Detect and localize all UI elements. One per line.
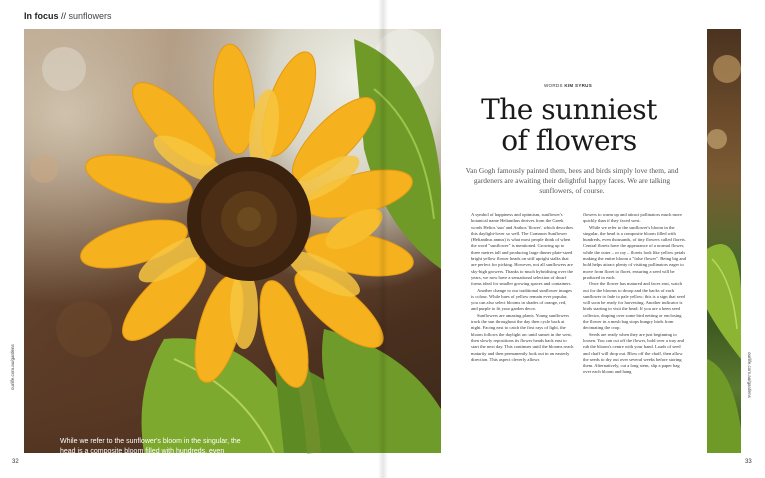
article-column-1: [471, 212, 574, 363]
photo-caption: While we refer to the sunflower's bloom in the singular, the head is a composite bloom filled with hundreds, even thousands, of tiny flowers called florets: [60, 438, 241, 465]
paragraph: A symbol of happiness and optimism, sunflower's botanical name Helianthus derives from the Greek words Helios 'sun' and Anthos 'flower', which describes this daylight-lover so well. The Common Sunflower (Helianthus annus) is what most people think of when the word "sunflower" is mentioned. Growing up to three metres tall and producing large dinner plate-sized bright yellow flower heads on stiff upright stalks that are perfect for picking. However, not all sunflowers are sky-high growers. Thanks to much hybridising over the years, we now have a sensational selection of dwarf forms ideal for smaller growing spaces and containers.: [471, 212, 574, 287]
paragraph: flowers to warm up and attract pollinators much more quickly than if they faced west.: [583, 212, 682, 224]
page-number-right: 33: [745, 459, 752, 465]
section-separator: //: [58, 11, 69, 21]
article-title: [466, 94, 672, 156]
paragraph: While we refer to the sunflower's bloom in the singular, the head is a composite bloom filled with hundreds, even thousands, of tiny flowers called florets. Central florets have the appearance of a normal flower, while the outer – or ray – florets look like yellow petals making the entire bloom a "false flower". Being big and bold helps attract plenty of visiting pollinators eager to move from floret to floret, ensuring a seed will be produced in each.: [583, 224, 686, 280]
title-line-1: The sunniest: [481, 93, 657, 126]
byline-name: KIM SYRUS: [564, 83, 593, 88]
standfirst: Van Gogh famously painted them, bees and birds simply love them, and gardeners are awaiting their delightful happy faces. We are talking sunflowers, of course.: [465, 166, 679, 195]
paragraph: Sunflowers are amazing plants. Young sunflowers track the sun throughout the day then cycle back at night. Facing east to catch the first rays of light, the bloom follows the daylight arc until sunset in the west, then slowly repositions its flower heads back east to start the next day. This continues until the blooms reach maturity and then permanently look out in an easterly direction. This aspect cleverly allows: [471, 312, 574, 362]
paragraph: Another change to our traditional sunflower images is colour. While hues of yellow remain ever popular, you can also select blooms in shades of orange, red, and purple to fit your garden decor.: [471, 287, 572, 312]
section-label: [24, 11, 112, 21]
page-number-left: 32: [12, 459, 19, 465]
article-column-2: [583, 212, 686, 376]
paragraph: Once the flower has matured and faces east, watch out for the blooms to droop and the backs of each sunflower to fade to pale yellow; this is a sign that seed will soon be ready for harvesting. Another indicator is birds starting to visit the head. If you are a keen seed collector, draping over some bird netting or enclosing the flower in a mesh bag stops hungry birds from decimating the crop.: [583, 281, 685, 331]
title-line-2: of flowers: [501, 124, 637, 157]
side-credit-right: ourlife.com.au/gardens: [747, 352, 752, 398]
leaf-strip-illustration: [707, 29, 741, 453]
side-credit-left: ourlife.com.au/gardens: [10, 344, 15, 390]
gutter-shadow: [378, 0, 388, 478]
side-photo-strip: [707, 29, 741, 453]
byline-prefix: WORDS: [544, 83, 563, 88]
section-label-sub: sunflowers: [68, 11, 112, 21]
section-label-main: In focus: [24, 11, 59, 21]
byline: [544, 83, 592, 88]
paragraph: Seeds are ready when they are just beginning to loosen. You can cut off the flower, hold over a tray and rub the bloom's centre with your hand. Loads of seed and chaff will drop out. Blow off the chaff, then allow the seeds to dry out over several weeks before storing them. Alternatively, cut a long stem, slip a paper bag over each bloom and hang: [583, 331, 685, 375]
